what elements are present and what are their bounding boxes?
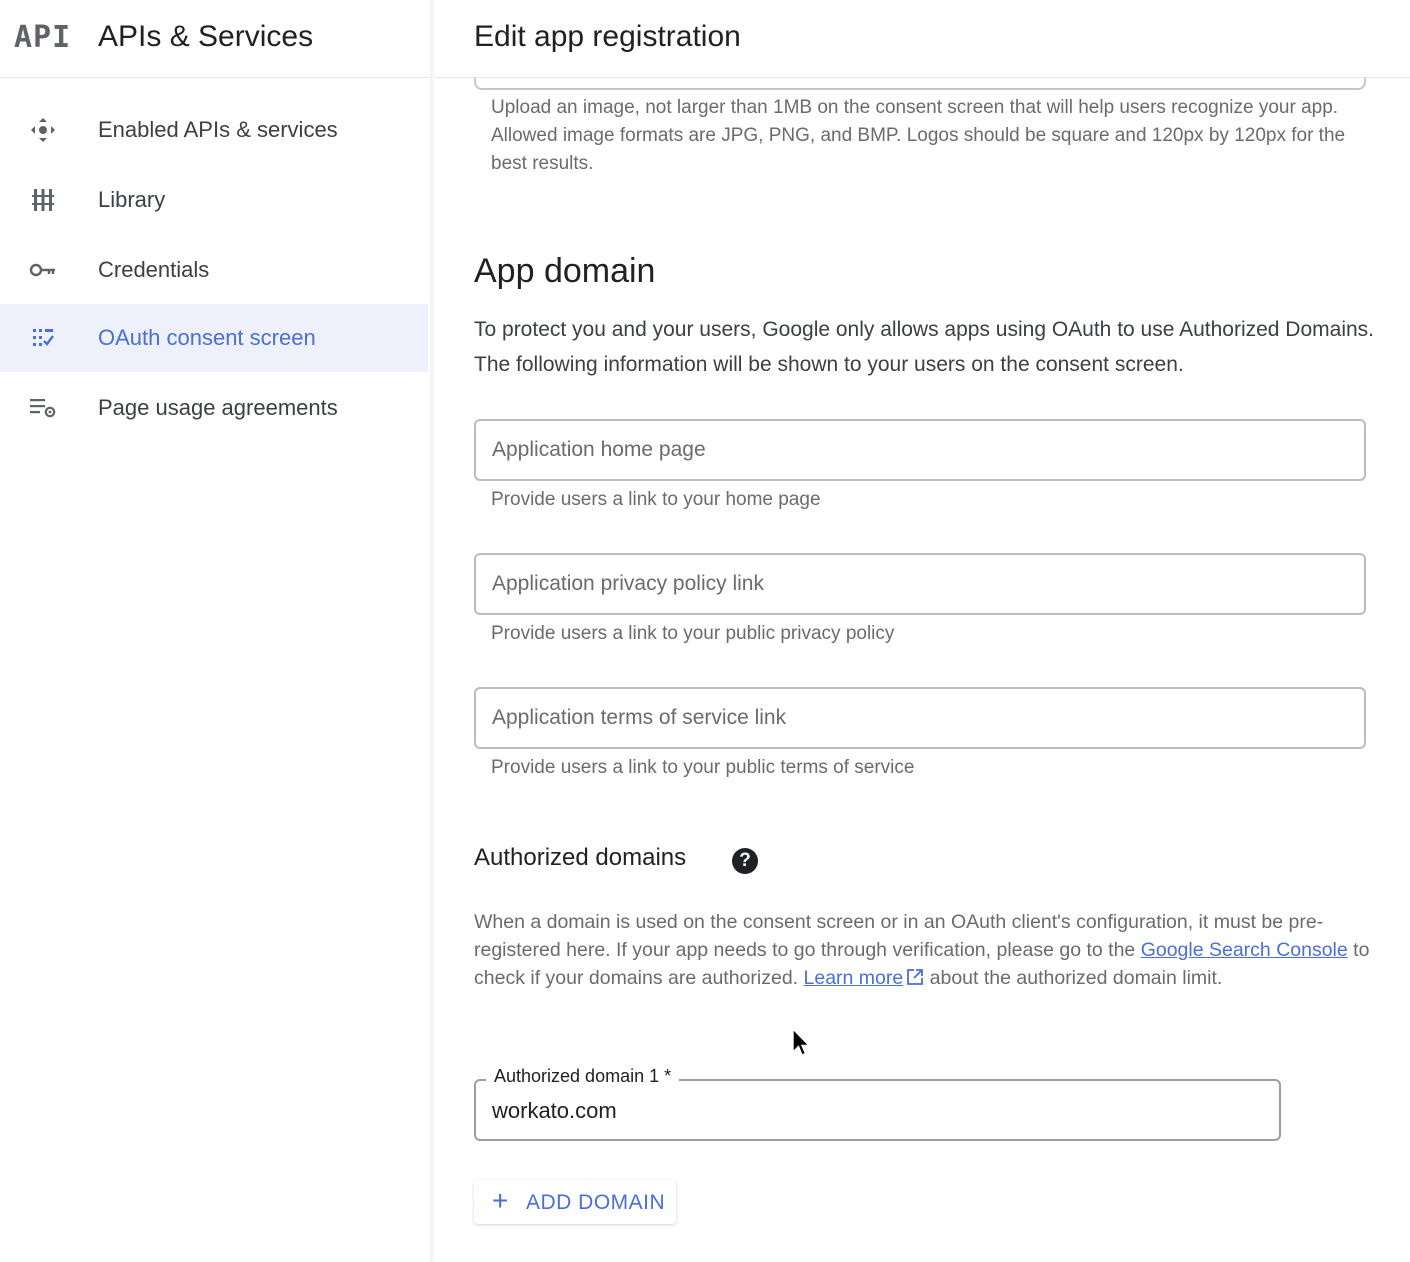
plus-icon: + bbox=[492, 1185, 509, 1216]
sidebar-item-credentials[interactable] bbox=[0, 236, 428, 304]
learn-more-link[interactable]: Learn more bbox=[803, 967, 904, 989]
external-link-icon[interactable] bbox=[906, 966, 924, 994]
page-header bbox=[436, 0, 1410, 78]
terms-of-service-field[interactable] bbox=[474, 687, 1366, 749]
auth-text-part: about the authorized domain limit. bbox=[924, 967, 1223, 989]
logo-hint-text: Upload an image, not larger than 1MB on the consent screen that will help users recognize your app. Allowed image formats are JPG, PNG, and BMP. Logos should be square and 120px by 120px for the best results. bbox=[491, 97, 1346, 174]
app-domain-title: App domain bbox=[474, 252, 656, 290]
sidebar-item-label: Credentials bbox=[98, 257, 210, 282]
terms-of-service-input[interactable] bbox=[476, 689, 1364, 747]
add-domain-button[interactable] bbox=[474, 1180, 676, 1224]
authorized-domain-field[interactable] bbox=[474, 1066, 1281, 1141]
sidebar bbox=[0, 0, 430, 1262]
sidebar-item-page-usage[interactable] bbox=[0, 374, 428, 442]
privacy-policy-field[interactable] bbox=[474, 553, 1366, 615]
enabled-apis-icon bbox=[28, 115, 58, 145]
sidebar-item-label: Page usage agreements bbox=[98, 395, 338, 420]
home-page-field[interactable] bbox=[474, 419, 1366, 481]
authorized-domain-label: Authorized domain 1 * bbox=[486, 1066, 679, 1087]
settings-list-icon bbox=[28, 393, 58, 423]
add-domain-label: ADD DOMAIN bbox=[526, 1191, 666, 1214]
terms-of-service-hint: Provide users a link to your public terms of service bbox=[491, 757, 915, 778]
auth-text-part: When a domain is used on the consent screen or in an OAuth client's configuration, it must be pre-registered here. If your app needs to go through verification, please go to the bbox=[474, 911, 1324, 961]
api-logo: API bbox=[14, 20, 72, 55]
auth-text-part: to check if your domains are authorized. bbox=[474, 939, 1370, 989]
page-title: Edit app registration bbox=[474, 20, 741, 53]
key-icon bbox=[28, 255, 58, 285]
sidebar-item-label: Library bbox=[98, 187, 166, 212]
mouse-cursor-icon bbox=[792, 1028, 812, 1063]
authorized-domains-title: Authorized domains bbox=[474, 844, 687, 871]
library-icon bbox=[28, 185, 58, 215]
google-search-console-link[interactable]: Google Search Console bbox=[1140, 939, 1348, 961]
help-icon[interactable]: ? bbox=[732, 848, 758, 874]
sidebar-title[interactable]: APIs & Services bbox=[98, 20, 314, 53]
authorized-domains-description bbox=[474, 908, 1374, 994]
sidebar-item-library[interactable] bbox=[0, 166, 428, 234]
authorized-domain-input[interactable] bbox=[476, 1081, 1279, 1139]
privacy-policy-hint: Provide users a link to your public privacy policy bbox=[491, 623, 895, 644]
oauth-consent-icon bbox=[28, 323, 58, 353]
sidebar-item-label: Enabled APIs & services bbox=[98, 117, 338, 142]
sidebar-header bbox=[0, 0, 430, 78]
sidebar-item-label: OAuth consent screen bbox=[98, 325, 316, 350]
app-domain-description: To protect you and your users, Google only allows apps using OAuth to use Authorized Domains. The following information will be shown to your users on the consent screen. bbox=[474, 318, 1375, 376]
sidebar-item-oauth-consent[interactable] bbox=[0, 304, 428, 372]
privacy-policy-input[interactable] bbox=[476, 555, 1364, 613]
home-page-hint: Provide users a link to your home page bbox=[491, 489, 821, 510]
main-content bbox=[436, 0, 1410, 1262]
home-page-input[interactable] bbox=[476, 421, 1364, 479]
sidebar-item-enabled-apis[interactable] bbox=[0, 96, 428, 164]
